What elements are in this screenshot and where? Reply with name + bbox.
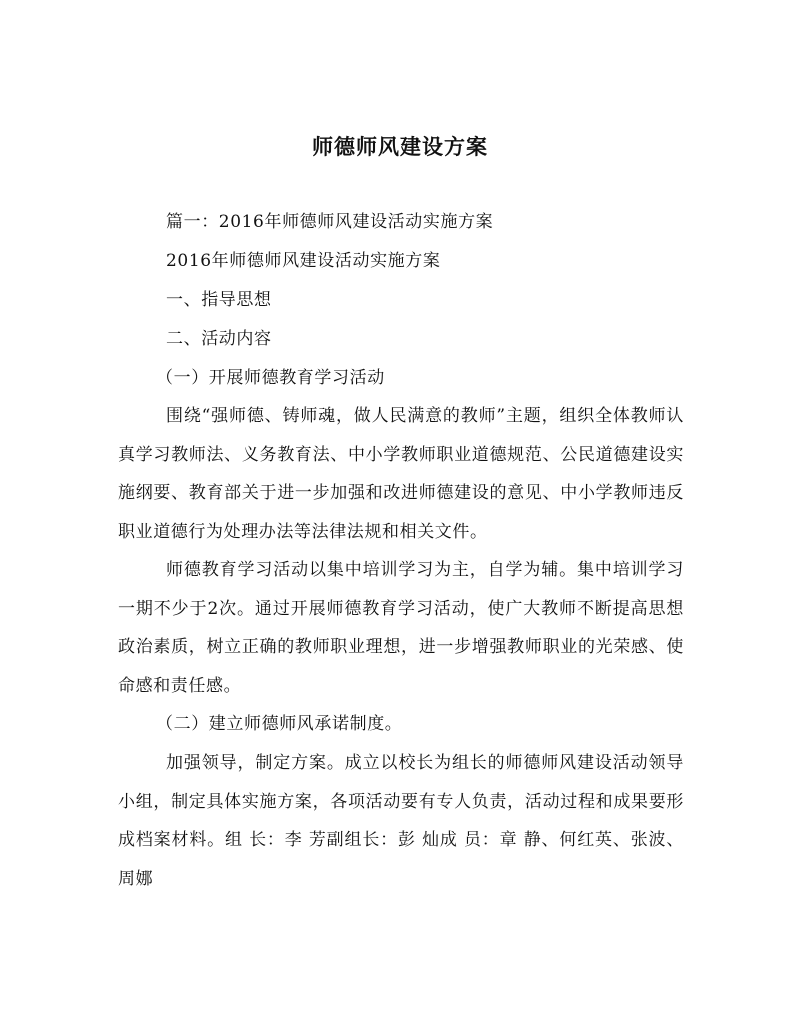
- paragraph-subheading-two: （二）建立师德师风承诺制度。: [156, 714, 403, 734]
- paragraph-subheading-one: （一）开展师德教育学习活动: [156, 368, 385, 388]
- paragraph-leadership: 加强领导，制定方案。成立以校长为组长的师德师风建设活动领导小组，制定具体实施方案，各项活动要有专人负责，活动过程和成果要形成档案材料。组 长：李 芳副组长：彭 灿成 员：章 静、何红英、张波、周娜: [118, 753, 684, 889]
- paragraph-study-method: 师德教育学习活动以集中培训学习为主，自学为辅。集中培训学习一期不少于2次。通过开展师德教育学习活动，使广大教师不断提高思想政治素质，树立正确的教师职业理想，进一步增强教师职业的光荣感、使命感和责任感。: [118, 560, 684, 696]
- paragraph-activity-content: 二、活动内容: [166, 329, 272, 349]
- document-title: 师德师风建设方案: [312, 135, 488, 159]
- paragraph-plan-title: 2016年师德师风建设活动实施方案: [166, 251, 441, 271]
- paragraph-guiding-ideology: 一、指导思想: [166, 290, 272, 310]
- paragraph-heading-part-one: 篇一：2016年师德师风建设活动实施方案: [166, 212, 494, 232]
- paragraph-study-content: 围绕“强师德、铸师魂，做人民满意的教师”主题，组织全体教师认真学习教师法、义务教育法、中小学教师职业道德规范、公民道德建设实施纲要、教育部关于进一步加强和改进师德建设的意见、中小学教师违反职业道德行为处理办法等法律法规和相关文件。: [118, 406, 684, 542]
